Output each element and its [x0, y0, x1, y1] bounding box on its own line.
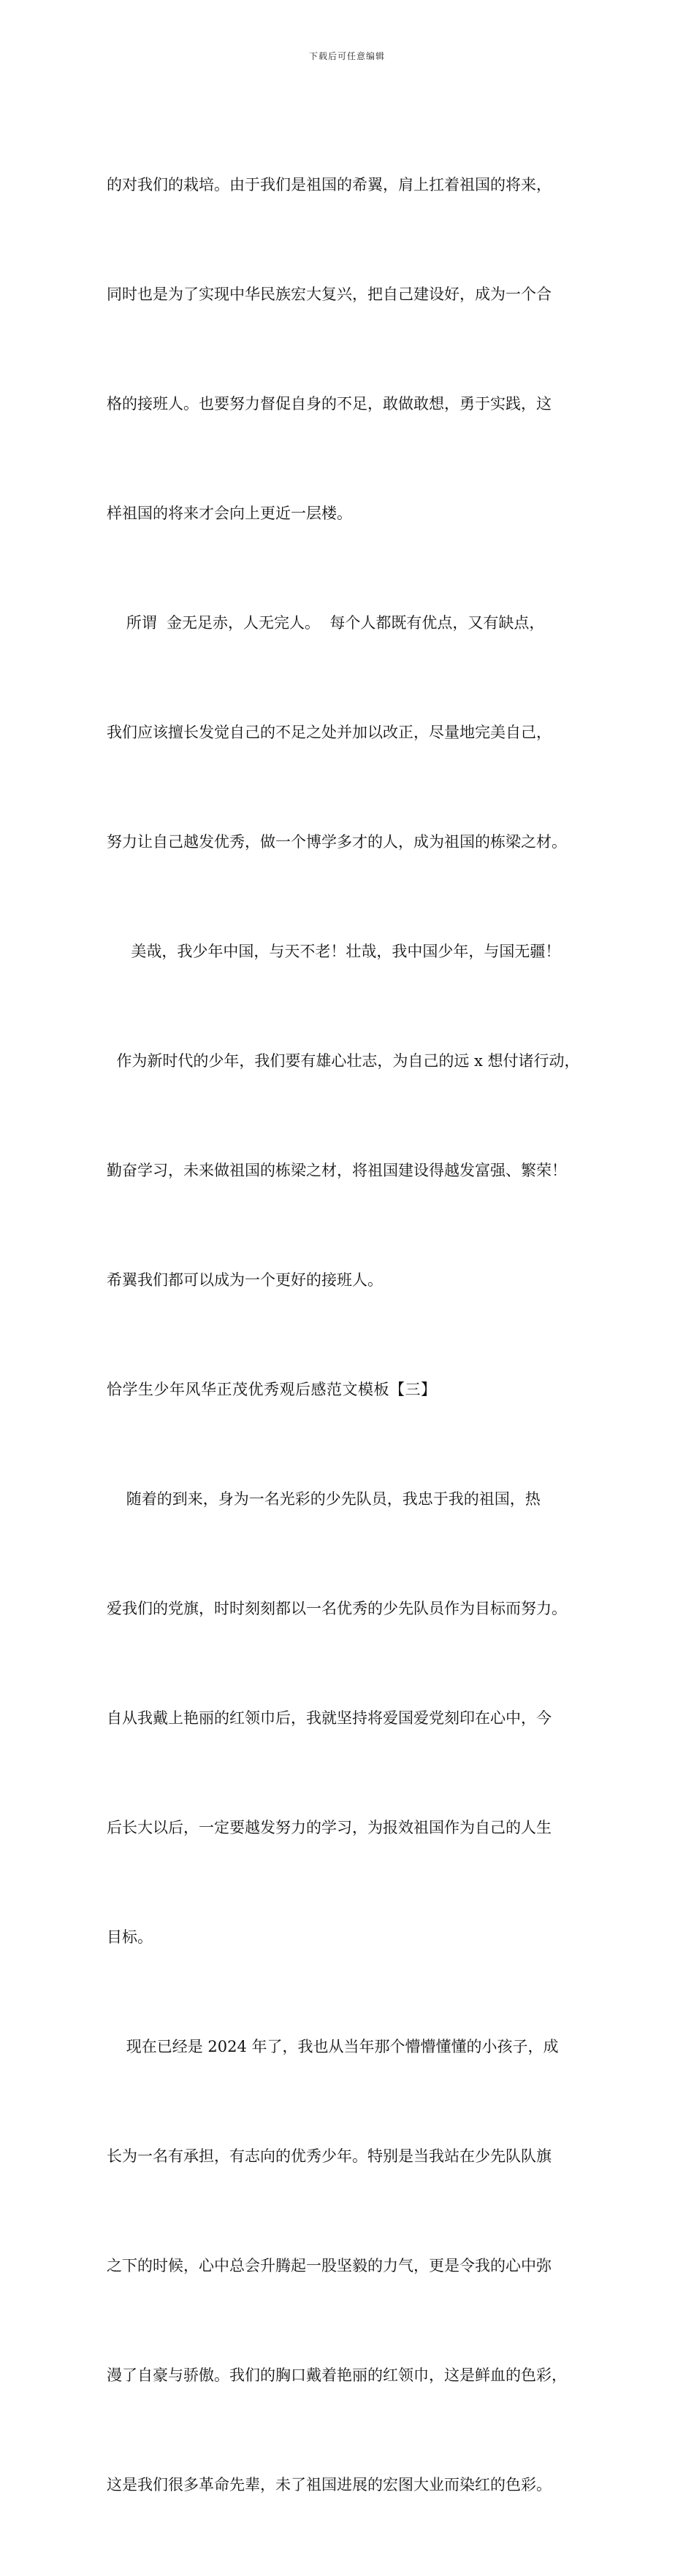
text-line: 努力让自己越发优秀，做一个博学多才的人，成为祖国的栋梁之材。	[107, 833, 567, 851]
text-line: 后长大以后，一定要越发努力的学习，为报效祖国作为自己的人生	[107, 1819, 552, 1836]
text-line: 随着的到来，身为一名光彩的少先队员，我忠于我的祖国，热	[107, 1490, 541, 1508]
text-line: 样祖国的将来才会向上更近一层楼。	[107, 505, 352, 522]
text-line: 同时也是为了实现中华民族宏大复兴，把自己建设好，成为一个合	[107, 285, 552, 303]
section-heading: 恰学生少年风华正茂优秀观后感范文模板【三】	[107, 1381, 437, 1398]
text-line: 作为新时代的少年，我们要有雄心壮志，为自己的远 x 想付诸行动，	[107, 1052, 580, 1070]
body-text	[107, 93, 611, 2576]
text-line: 美哉，我少年中国，与天不老！壮哉，我中国少年，与国无疆！	[107, 943, 561, 960]
text-line: 爱我们的党旗，时时刻刻都以一名优秀的少先队员作为目标而努力。	[107, 1600, 567, 1617]
text-line: 我们应该擅长发觉自己的不足之处并加以改正，尽量地完美自己，	[107, 724, 552, 741]
text-line: 自从我戴上艳丽的红领巾后，我就坚持将爱国爱党刻印在心中，今	[107, 1709, 552, 1727]
text-line: 目标。	[107, 1928, 153, 1946]
text-line: 格的接班人。也要努力督促自身的不足，敢做敢想，勇于实践，这	[107, 395, 552, 413]
text-line: 漫了自豪与骄傲。我们的胸口戴着艳丽的红领巾，这是鲜血的色彩，	[107, 2366, 567, 2384]
text-line: 长为一名有承担，有志向的优秀少年。特别是当我站在少先队队旗	[107, 2147, 552, 2165]
text-line: 勤奋学习，未来做祖国的栋梁之材，将祖国建设得越发富强、繁荣！	[107, 1162, 567, 1179]
text-line: 这是我们很多革命先辈，未了祖国进展的宏图大业而染红的色彩。	[107, 2476, 552, 2493]
text-line: 之下的时候，心中总会升腾起一股坚毅的力气，更是令我的心中弥	[107, 2257, 552, 2274]
text-line: 的对我们的栽培。由于我们是祖国的希翼，肩上扛着祖国的将来，	[107, 176, 552, 193]
text-line: 所谓 金无足赤，人无完人。 每个人都既有优点，又有缺点，	[107, 614, 545, 632]
text-line: 现在已经是 2024 年了，我也从当年那个懵懵懂懂的小孩子，成	[107, 2038, 559, 2055]
text-line: 希翼我们都可以成为一个更好的接班人。	[107, 1271, 383, 1289]
header-note: 下载后可任意编辑	[308, 51, 385, 61]
